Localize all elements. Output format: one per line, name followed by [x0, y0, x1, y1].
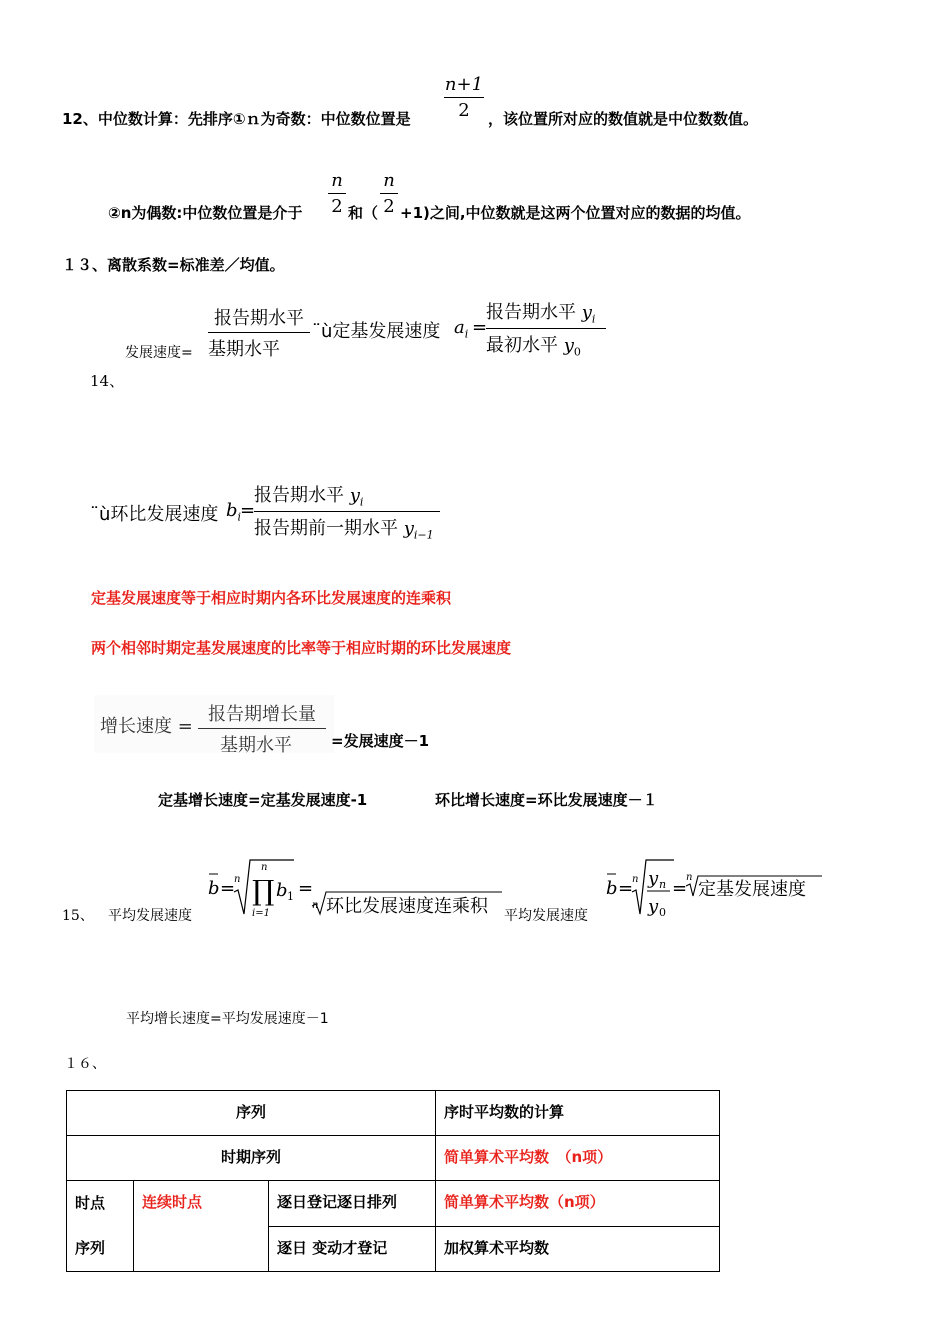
continuous-point: 连续时点	[134, 1181, 269, 1272]
daily-register: 逐日登记逐日排列	[269, 1181, 436, 1227]
eq-2: =	[298, 878, 314, 899]
fixed-speed-label: ¨ù定基发展速度	[312, 321, 441, 342]
var-b-sub: i	[237, 510, 242, 524]
prod-top: n	[261, 862, 268, 873]
fixed-speed-var	[454, 317, 468, 341]
even-denominator: 2	[331, 196, 343, 217]
root-index: n	[234, 874, 241, 885]
daily-calc: 简单算术平均数（n项）	[436, 1181, 720, 1227]
chain-denominator-text: 报告期前一期水平	[254, 517, 398, 539]
dev-denominator: 基期水平	[208, 339, 280, 360]
var-y: y	[349, 485, 360, 506]
fixed-numerator	[486, 298, 606, 326]
even2-numerator: n	[383, 170, 395, 191]
odd-numerator: n+1	[444, 74, 484, 95]
var-y-sub: i	[359, 495, 364, 509]
var-b: b	[226, 500, 238, 521]
even-numerator: n	[331, 170, 343, 191]
root-index-2: n	[686, 872, 693, 883]
fraction-bar	[444, 97, 484, 98]
fraction-bar	[486, 328, 606, 329]
var-y0: y	[563, 334, 574, 356]
item12-line1-prefix: 12、中位数计算：先排序①ｎ为奇数：中位数位置是	[62, 110, 411, 128]
var-y-prev-sub: i−1	[413, 528, 434, 542]
point-label-2: 序列	[75, 1239, 106, 1257]
growth-fraction	[198, 700, 326, 757]
var-a-sub: i	[464, 327, 469, 341]
header-series: 序列	[67, 1091, 436, 1136]
odd-position-fraction	[444, 74, 484, 121]
root-index: n	[632, 874, 639, 885]
even-position-fraction	[328, 170, 346, 217]
table-row	[67, 1091, 720, 1136]
fraction-bar	[328, 193, 346, 194]
item12-line2-prefix: ②n为偶数:中位数位置是介于	[108, 204, 303, 222]
item13-text: １３、离散系数=标准差／均值。	[62, 256, 285, 274]
item15-label: 15、	[62, 908, 94, 924]
var-y-sub: i	[591, 312, 596, 326]
chain-speed-var	[226, 500, 241, 524]
change-register: 逐日 变动才登记	[269, 1226, 436, 1272]
yn: y	[648, 868, 659, 889]
growth-label: 增长速度 =	[100, 716, 193, 737]
var-y0-sub: 0	[573, 345, 581, 359]
odd-denominator: 2	[458, 100, 470, 121]
red-note-1: 定基发展速度等于相应时期内各环比发展速度的连乘积	[91, 589, 452, 607]
dev-speed-label: 发展速度=	[125, 345, 193, 361]
var-a: a	[454, 317, 465, 338]
item14-label: 14、	[90, 372, 125, 390]
equals-sign: =	[472, 317, 488, 338]
change-calc: 加权算术平均数	[436, 1226, 720, 1272]
fraction-bar	[254, 511, 440, 512]
avg-speed-label-2: 平均发展速度	[504, 908, 588, 924]
equals-sign: =	[240, 500, 256, 521]
b-bar: b	[208, 878, 220, 899]
growth-suffix: =发展速度－1	[331, 732, 430, 750]
item16-label: １６、	[64, 1056, 106, 1072]
eq-1: =	[618, 878, 634, 899]
chain-product-text: 环比发展速度连乘积	[326, 896, 488, 917]
period-calc: 简单算术平均数 （n项）	[436, 1136, 720, 1181]
product-symbol: ∏	[252, 874, 275, 907]
item12-line2-and: 和（	[348, 204, 379, 222]
item12-line1-suffix: ，该位置所对应的数值就是中位数数值。	[488, 110, 759, 128]
table-row	[67, 1136, 720, 1181]
prod-sub: 1	[287, 890, 294, 903]
fixed-denominator-text: 最初水平	[486, 334, 558, 356]
chain-numerator-text: 报告期水平	[254, 485, 344, 506]
chain-growth: 环比增长速度=环比发展速度－１	[435, 791, 658, 809]
chain-speed-fraction	[254, 481, 440, 541]
avg-growth: 平均增长速度=平均发展速度－1	[126, 1011, 329, 1027]
prod-bottom: i=1	[252, 908, 270, 919]
b-bar: b	[606, 878, 618, 899]
fixed-growth: 定基增长速度=定基发展速度-1	[158, 791, 368, 809]
eq-2: =	[672, 878, 688, 899]
y0-sub: 0	[659, 906, 666, 919]
root-index-2: n	[312, 900, 319, 911]
fixed-speed-fraction	[486, 298, 606, 358]
var-y: y	[581, 302, 592, 323]
prod-var: b	[276, 880, 288, 901]
point-label-1: 时点	[75, 1194, 106, 1212]
dev-numerator: 报告期水平	[214, 308, 304, 329]
fraction-bar	[208, 332, 310, 333]
red-note-2: 两个相邻时期定基发展速度的比率等于相应时期的环比发展速度	[91, 639, 512, 657]
table-row	[67, 1181, 720, 1227]
sequence-table	[66, 1090, 720, 1272]
var-y-prev: y	[403, 517, 414, 539]
chain-numerator	[254, 481, 440, 509]
fraction-bar	[380, 193, 398, 194]
dev-speed-fraction	[208, 304, 310, 361]
point-series-cell	[67, 1181, 134, 1272]
item12-line2-plus: +1)之间,中位数就是这两个位置对应的数据的均值。	[400, 204, 751, 222]
fixed-numerator-text: 报告期水平	[486, 302, 576, 323]
even-position-fraction-2	[380, 170, 398, 217]
fixed-denominator	[486, 331, 606, 359]
avg-speed-formula-left	[206, 852, 506, 922]
header-calc: 序时平均数的计算	[436, 1091, 720, 1136]
growth-numerator: 报告期增长量	[208, 704, 316, 725]
fixed-speed-text: 定基发展速度	[698, 879, 806, 900]
chain-denominator	[254, 514, 440, 542]
period-series: 时期序列	[67, 1136, 436, 1181]
chain-speed-label: ¨ù环比发展速度	[90, 504, 219, 525]
avg-speed-label: 平均发展速度	[108, 908, 192, 924]
eq-1: =	[220, 878, 236, 899]
growth-denominator: 基期水平	[220, 735, 292, 756]
y0: y	[648, 896, 659, 917]
avg-speed-formula-right	[604, 852, 834, 922]
fraction-bar	[198, 728, 326, 729]
even2-denominator: 2	[383, 196, 395, 217]
yn-sub: n	[659, 878, 667, 891]
